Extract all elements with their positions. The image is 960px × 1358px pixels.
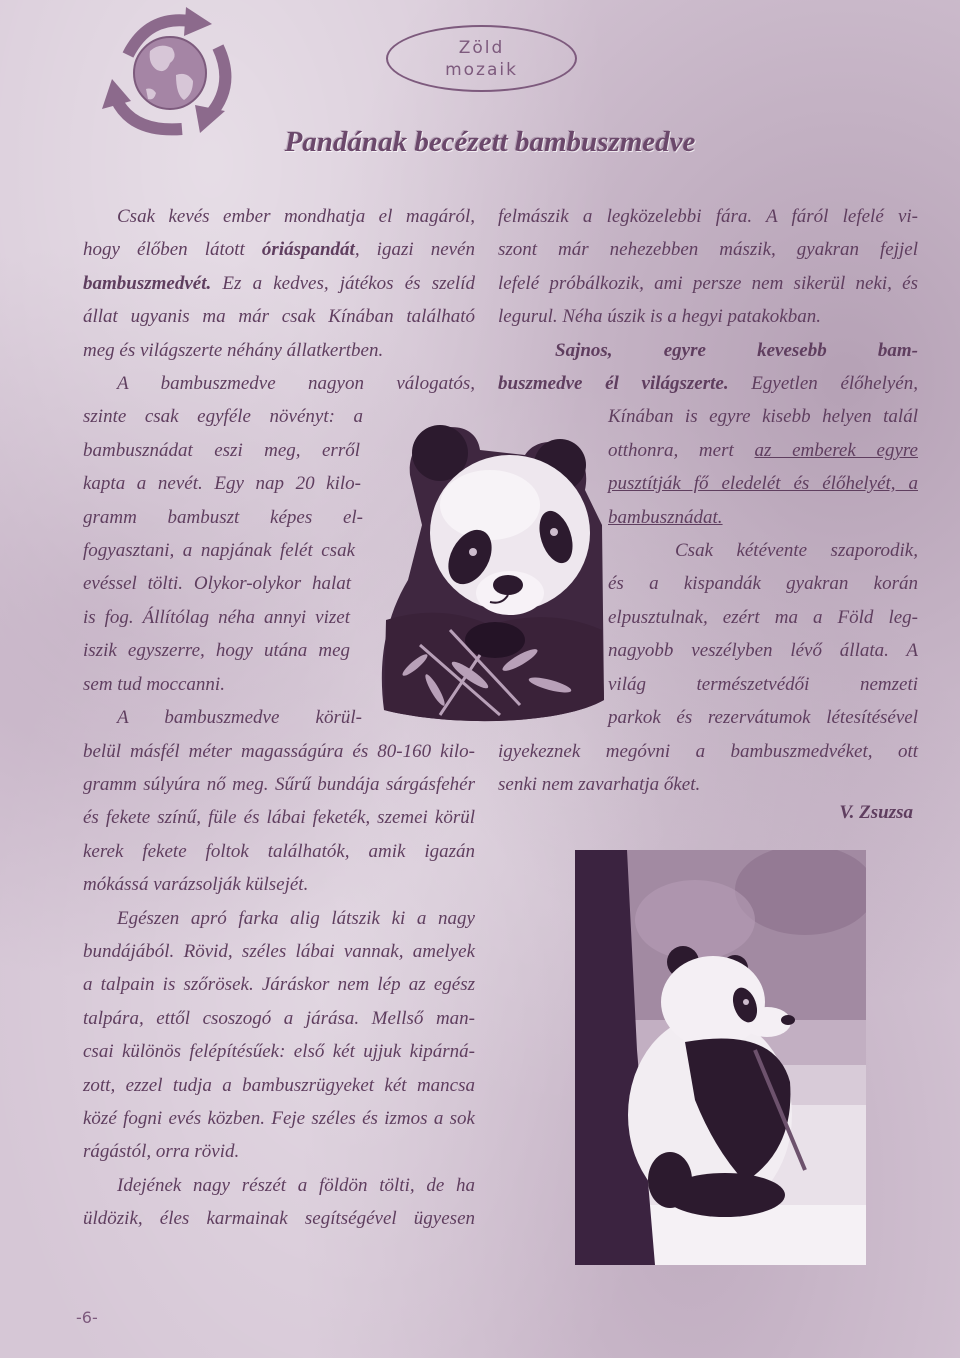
text-line: és a kispandák gyakran korán <box>608 573 918 595</box>
text-line: talpára, ettől csoszogó a járása. Mellső man- <box>83 1007 475 1029</box>
text-line: sem tud moccanni. <box>83 673 225 695</box>
text-line: állat ugyanis ma már csak Kínában található <box>83 306 475 328</box>
recycle-globe-icon <box>100 5 240 140</box>
text-segment: Ez a kedves, játékos és szelíd <box>211 272 475 294</box>
text-line <box>83 267 475 300</box>
article-title: Pandának becézett bambuszmedve <box>284 126 696 158</box>
text-line: közé fogni evés közben. Feje széles és izmos a sok <box>83 1107 475 1129</box>
text-segment: Egyetlen élőhelyén, <box>728 373 918 395</box>
text-line: üldözik, éles karmainak segítségével ügyesen <box>83 1208 475 1230</box>
text-line: Csak kétévente szaporodik, <box>675 540 918 562</box>
text-line: evéssel tölti. Olykor-olykor halat <box>83 573 351 595</box>
text-line: Idejének nagy részét a földön tölti, de ha <box>117 1174 475 1196</box>
text-line: iszik egyszerre, hogy utána meg <box>83 640 350 662</box>
text-segment: otthonra, mert <box>608 439 755 461</box>
text-line <box>608 501 918 534</box>
text-line: A bambuszmedve nagyon válogatós, <box>117 373 475 395</box>
text-line: A bambuszmedve körül- <box>117 707 362 729</box>
magazine-badge <box>386 25 577 92</box>
text-line: szinte csak egyféle növényt: a <box>83 406 363 428</box>
text-line: meg és világszerte néhány állatkertben. <box>83 339 384 361</box>
text-line: szont már nehezebben mászik, gyakran fejjel <box>498 239 918 261</box>
text-line: nagyobb veszélyben lévő állata. A <box>608 640 918 662</box>
text-line: igyekeznek megóvni a bambuszmedvéket, ott <box>498 740 918 762</box>
text-line: bundájából. Rövid, széles lábai vannak, amelyek <box>83 940 475 962</box>
text-segment: hogy élőben látott <box>83 239 262 261</box>
text-line: csai különös felépítésűek: első két ujjuk kipárná- <box>83 1041 475 1063</box>
text-line: legurul. Néha úszik is a hegyi patakokban. <box>498 306 821 328</box>
badge-line-2: mozaik <box>445 59 518 80</box>
text-line: zott, ezzel tudja a bambuszrügyeket két mancsa <box>83 1074 475 1096</box>
text-line: Egészen apró farka alig látszik ki a nagy <box>117 907 475 929</box>
text-line: belül másfél méter magasságúra és 80-160 kilo- <box>83 740 475 762</box>
text-line: elpusztulnak, ezért ma a Föld leg- <box>608 606 918 628</box>
bold-text: buszmedve él világszerte. <box>498 373 729 395</box>
right-column <box>498 200 918 801</box>
text-line: gramm bambuszt képes el- <box>83 506 363 528</box>
page-number: -6- <box>76 1308 98 1327</box>
badge-line-1: Zöld <box>458 37 505 58</box>
text-line: rágástól, orra rövid. <box>83 1141 240 1163</box>
text-line: lefelé próbálkozik, ami persze nem sikerül neki, és <box>498 272 918 294</box>
text-line: senki nem zavarhatja őket. <box>498 773 701 795</box>
text-line <box>608 434 918 467</box>
text-line: felmászik a legközelebbi fára. A fáról lefelé vi- <box>498 206 918 227</box>
text-line <box>83 233 475 266</box>
underlined-text: bambusznádat. <box>608 506 723 528</box>
text-line: és fekete színű, füle és lábai feketék, szemei körül <box>83 807 475 829</box>
bold-text-line: Sajnos, egyre kevesebb bam- <box>555 339 918 361</box>
text-line: a talpain is szőrösek. Járáskor nem lép az egész <box>83 974 475 996</box>
bold-text: óriáspandát <box>261 239 355 261</box>
text-line: Csak kevés ember mondhatja el magáról, <box>117 206 475 227</box>
bold-text: bambuszmedvét. <box>83 272 212 294</box>
text-line: fogyasztani, a napjának felét csak <box>83 540 355 562</box>
text-line: mókássá varázsolják külsejét. <box>83 874 309 896</box>
panda-by-tree-photo <box>575 850 866 1265</box>
text-line: világ természetvédői nemzeti <box>608 673 918 695</box>
text-line: Kínában is egyre kisebb helyen talál <box>608 406 918 428</box>
text-line: kapta a nevét. Egy nap 20 kilo- <box>83 473 361 495</box>
text-segment: , igazi nevén <box>354 239 475 261</box>
text-line: parkok és rezervátumok létesítésével <box>608 707 918 729</box>
text-line: kerek fekete foltok találhatók, amik igazán <box>83 840 475 862</box>
text-line: bambusznádat eszi meg, erről <box>83 439 360 461</box>
text-line: is fog. Állítólag néha annyi vizet <box>83 606 350 628</box>
article-author: V. Zsuzsa <box>839 802 913 823</box>
underlined-text-line: pusztítják fő eledelét és élőhelyét, a <box>608 473 918 495</box>
underlined-text: az emberek egyre <box>754 439 918 461</box>
text-line <box>498 367 918 400</box>
text-line: gramm súlyúra nő meg. Sűrű bundája sárgásfehér <box>83 773 475 795</box>
